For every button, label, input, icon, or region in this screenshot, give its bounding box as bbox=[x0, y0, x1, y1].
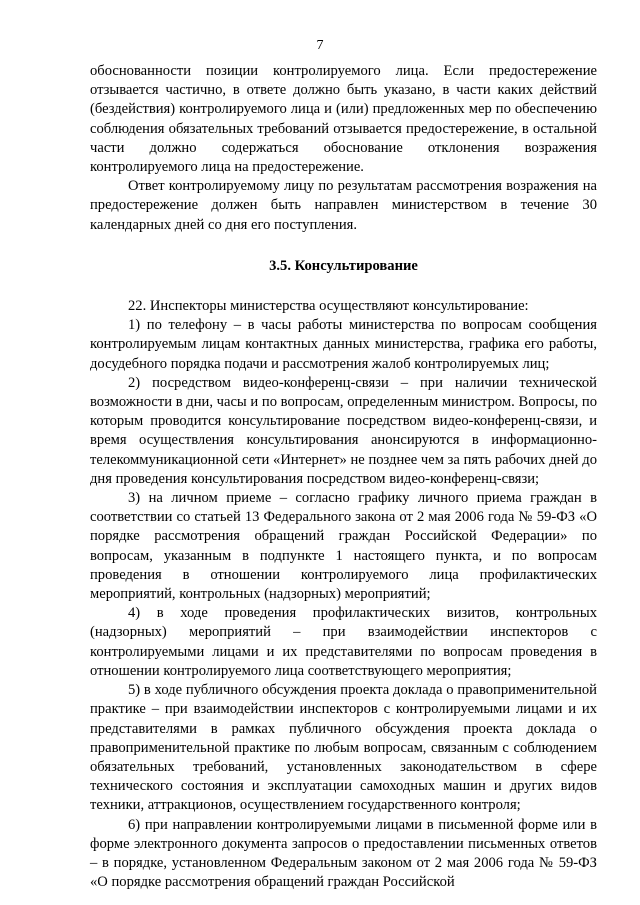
list-item-preventive-visits: 4) в ходе проведения профилактических визитов, контрольных (надзорных) мероприятий – при взаимодействии инспекторов с контролируемыми лицами и их представителями по вопросам проведения в отношении контролируемого лица соответствующего мероприятия; bbox=[90, 605, 597, 679]
list-item-written-requests: 6) при направлении контролируемыми лицами в письменной форме или в форме электронного документа запросов о предоставлении письменных ответов – в порядке, установленном Федеральным законом от 2 мая 2006 года № 59-ФЗ «О порядке рассмотрения обращений граждан Российской bbox=[90, 816, 597, 891]
paragraph-continuation: обоснованности позиции контролируемого лица. Если предостережение отзывается частично, в ответе должно быть указано, в части каких действий (бездействия) контролируемого лица и (или) предложенных мер по обеспечению соблюдения обязательных требований отзывается предостережение, в остальной части должно содержаться обоснование отклонения возражения контролируемого лица на предостережение. bbox=[90, 63, 597, 176]
page-number: 7 bbox=[316, 38, 324, 53]
paragraph-reply-deadline: Ответ контролируемому лицу по результатам рассмотрения возражения на предостережение должен быть направлен министерством в течение 30 календарных дней со дня его поступления. bbox=[90, 178, 597, 233]
section-heading: 3.5. Консультирование bbox=[269, 257, 418, 274]
list-item-phone: 1) по телефону – в часы работы министерства по вопросам сообщения контролируемым лицам контактных данных министерства, графика его работы, досудебного порядка подачи и рассмотрения жалоб контролируемых лиц; bbox=[90, 317, 597, 372]
list-item-public-discussion: 5) в ходе публичного обсуждения проекта доклада о правоприменительной практике – при взаимодействии инспекторов с контролируемыми лицами и их представителями в рамках публичного обсуждения проекта доклада о правоприменительной практике по любым вопросам, связанным с соблюдением обязательных требований, установленных законодательством в сфере технического состояния и эксплуатации самоходных машин и других видов техники, аттракционов, осуществлением государственного контроля; bbox=[90, 682, 597, 814]
list-item-video-conference: 2) посредством видео-конференц-связи – при наличии технической возможности в дни, часы и по вопросам, определенным министром. Вопросы, по которым проводится консультирование посредством видео-конференц-связи, и время осуществления консультирования анонсируются в информационно-телекоммуникационной сети «Интернет» не позднее чем за пять рабочих дней до дня проведения консультирования посредством видео-конференц-связи; bbox=[90, 374, 597, 487]
list-item-personal-reception: 3) на личном приеме – согласно графику личного приема граждан в соответствии со статьей 13 Федерального закона от 2 мая 2006 года № 59-ФЗ «О порядке рассмотрения обращений граждан Российской Федерации» по вопросам, указанным в подпункте 1 настоящего пункта, и по вопросам проведения в отношении контролируемого лица профилактических мероприятий, контрольных (надзорных) мероприятий; bbox=[90, 490, 597, 603]
paragraph-item-22: 22. Инспекторы министерства осуществляют консультирование: bbox=[128, 298, 529, 315]
document-body bbox=[90, 62, 597, 892]
